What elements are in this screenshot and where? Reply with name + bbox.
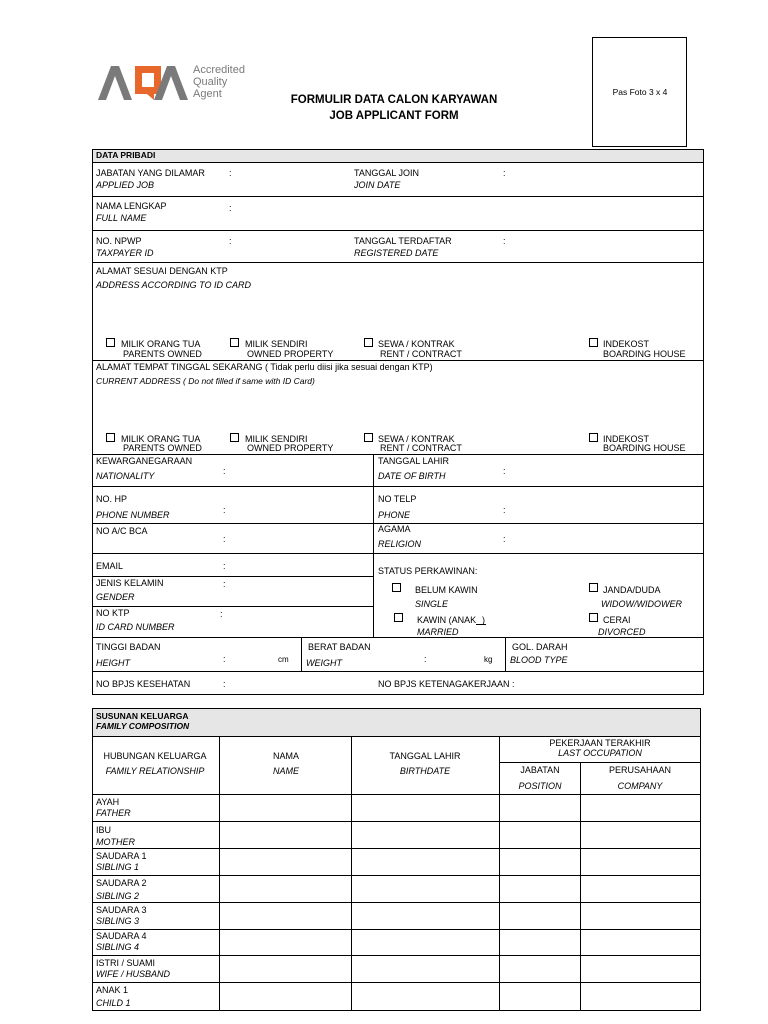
rent-label-en: RENT / CONTRACT [380,349,462,359]
row-father: AYAH [96,797,120,807]
boarding-checkbox[interactable] [589,338,598,347]
join-date-label: TANGGAL JOIN [354,168,420,178]
phone-label-en: PHONE [378,510,411,520]
blood-type-label-en: BLOOD TYPE [510,655,568,665]
join-date-label-en: JOIN DATE [354,180,401,190]
rent-checkbox-2[interactable] [364,433,373,442]
address-ktp-label-en: ADDRESS ACCORDING TO ID CARD [96,280,252,290]
gender-label-en: GENDER [96,592,135,602]
family-header-en: FAMILY COMPOSITION [96,721,190,731]
colon: : [229,203,232,213]
owned-property-label: MILIK SENDIRI [245,434,308,444]
row-sibling-2-en: SIBLING 2 [96,891,140,901]
email-label: EMAIL [96,561,124,571]
colon: : [223,466,226,476]
row-sibling-1-en: SIBLING 1 [96,862,140,872]
colon: : [503,236,506,246]
owned-property-label: MILIK SENDIRI [245,339,308,349]
weight-unit: kg [484,655,493,664]
full-name-label-en: FULL NAME [96,213,147,223]
personal-header: DATA PRIBADI [96,150,156,160]
row-mother: IBU [96,825,112,835]
ktp-label: NO KTP [96,608,130,618]
religion-label-en: RELIGION [378,539,422,549]
col-birthdate: TANGGAL LAHIR [389,751,461,761]
family-header: SUSUNAN KELUARGA [96,711,189,721]
height-unit: cm [278,655,289,664]
row-sibling-4-en: SIBLING 4 [96,942,140,952]
boarding-label-en: BOARDING HOUSE [603,443,686,453]
divorced-checkbox[interactable] [589,613,598,622]
parents-owned-checkbox[interactable] [106,338,115,347]
weight-label-en: WEIGHT [306,658,342,668]
logo-text-line2: Quality [193,76,228,88]
full-name-label: NAMA LENGKAP [96,201,167,211]
company-logo [98,64,258,104]
hp-label: NO. HP [96,494,128,504]
religion-label: AGAMA [378,524,411,534]
rent-label: SEWA / KONTRAK [378,339,455,349]
parents-owned-label: MILIK ORANG TUA [121,434,201,444]
colon: : [223,579,226,589]
colon: : [223,561,226,571]
row-sibling-2: SAUDARA 2 [96,878,147,888]
phone-label: NO TELP [378,494,417,504]
colon: : [503,466,506,476]
hp-label-en: PHONE NUMBER [96,510,170,520]
colon: : [229,168,232,178]
photo-label: Pas Foto 3 x 4 [612,87,668,97]
owned-property-checkbox-2[interactable] [230,433,239,442]
rent-label: SEWA / KONTRAK [378,434,455,444]
boarding-label: INDEKOST [603,434,650,444]
logo-mark-icon [98,64,188,102]
colon: : [503,168,506,178]
logo-text-line3: Agent [193,88,222,100]
row-child-1-en: CHILD 1 [96,998,131,1008]
row-sibling-3-en: SIBLING 3 [96,916,140,926]
npwp-label: NO. NPWP [96,236,142,246]
colon: : [503,534,506,544]
married-label-en: MARRIED [417,627,459,637]
col-relationship-en: FAMILY RELATIONSHIP [105,766,205,776]
boarding-label-en: BOARDING HOUSE [603,349,686,359]
nationality-label-en: NATIONALITY [96,471,155,481]
row-spouse-en: WIFE / HUSBAND [96,969,171,979]
colon: : [223,534,226,544]
married-label: KAWIN (ANAK [417,615,477,625]
address-ktp-label: ALAMAT SESUAI DENGAN KTP [96,266,228,276]
logo-text-line1: Accredited [193,64,245,76]
col-occupation-en: LAST OCCUPATION [558,748,642,758]
owned-property-checkbox[interactable] [230,338,239,347]
colon: : [503,505,506,515]
divorced-label-en: DIVORCED [598,627,646,637]
ktp-label-en: ID CARD NUMBER [96,622,175,632]
gender-label: JENIS KELAMIN [96,578,164,588]
col-name-en: NAME [272,766,300,776]
height-label: TINGGI BADAN [96,642,161,652]
boarding-checkbox-2[interactable] [589,433,598,442]
bca-label: NO A/C BCA [96,526,148,536]
colon: : [424,654,427,664]
married-label-paren: ) [482,615,485,625]
bpjs-health-label: NO BPJS KESEHATAN [96,679,191,689]
single-label: BELUM KAWIN [415,585,478,595]
rent-checkbox[interactable] [364,338,373,347]
owned-property-label-en: OWNED PROPERTY [247,443,334,453]
row-father-en: FATHER [96,808,131,818]
divorced-label: CERAI [603,615,631,625]
form-title-id: FORMULIR DATA CALON KARYAWAN [290,94,498,106]
birth-date-label: TANGGAL LAHIR [378,456,450,466]
parents-owned-label: MILIK ORANG TUA [121,339,201,349]
col-name: NAMA [272,751,300,761]
col-company-en: COMPANY [617,781,663,791]
applied-job-label-en: APPLIED JOB [96,180,155,190]
single-label-en: SINGLE [415,599,449,609]
col-occupation: PEKERJAAN TERAKHIR [549,738,651,748]
weight-label: BERAT BADAN [308,642,371,652]
colon: : [220,609,223,619]
colon: : [229,236,232,246]
colon: : [223,679,226,689]
registered-date-label: TANGGAL TERDAFTAR [354,236,452,246]
row-spouse: ISTRI / SUAMI [96,958,156,968]
parents-owned-label-en: PARENTS OWNED [123,443,202,453]
widow-label: JANDA/DUDA [603,585,661,595]
row-sibling-1: SAUDARA 1 [96,851,147,861]
col-position-en: POSITION [518,781,562,791]
col-relationship: HUBUNGAN KELUARGA [103,751,207,761]
registered-date-label-en: REGISTERED DATE [354,248,439,258]
col-birthdate-en: BIRTHDATE [399,766,451,776]
bpjs-employment-label: NO BPJS KETENAGAKERJAAN : [378,679,515,689]
col-position: JABATAN [520,765,560,775]
marital-status-label: STATUS PERKAWINAN: [378,566,478,576]
address-current-label-en: CURRENT ADDRESS ( Do not filled if same with ID Card) [96,376,315,386]
parents-owned-label-en: PARENTS OWNED [123,349,202,359]
npwp-label-en: TAXPAYER ID [96,248,154,258]
colon: : [223,505,226,515]
address-current-label: ALAMAT TEMPAT TINGGAL SEKARANG ( Tidak perlu diisi jika sesuai dengan KTP) [96,362,433,372]
applied-job-label: JABATAN YANG DILAMAR [96,168,205,178]
row-mother-en: MOTHER [96,837,135,847]
blood-type-label: GOL. DARAH [512,642,568,652]
boarding-label: INDEKOST [603,339,650,349]
parents-owned-checkbox-2[interactable] [106,433,115,442]
row-sibling-3: SAUDARA 3 [96,905,147,915]
widow-label-en: WIDOW/WIDOWER [601,599,682,609]
nationality-label: KEWARGANEGARAAN [96,456,193,466]
row-sibling-4: SAUDARA 4 [96,931,147,941]
row-child-1: ANAK 1 [96,985,129,995]
single-checkbox[interactable] [392,583,401,592]
form-title-en: JOB APPLICANT FORM [329,110,459,122]
married-checkbox[interactable] [394,613,403,622]
col-company: PERUSAHAAN [608,765,672,775]
widow-checkbox[interactable] [589,583,598,592]
owned-property-label-en: OWNED PROPERTY [247,349,334,359]
height-label-en: HEIGHT [96,658,131,668]
birth-date-label-en: DATE OF BIRTH [378,471,446,481]
colon: : [223,654,226,664]
rent-label-en: RENT / CONTRACT [380,443,462,453]
